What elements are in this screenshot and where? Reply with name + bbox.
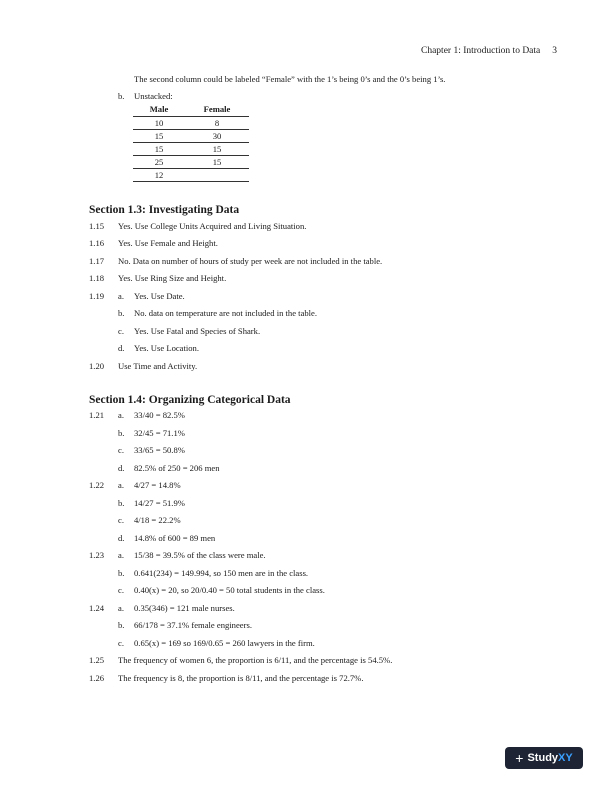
unstacked-table [133, 104, 249, 182]
answer-text: 15/38 = 39.5% of the class were male. [134, 550, 266, 560]
part-label: a. [118, 410, 124, 420]
table-cell: 15 [185, 156, 249, 169]
plus-icon: + [515, 750, 524, 766]
answer-text: 14.8% of 600 = 89 men [134, 533, 216, 543]
part-label: d. [118, 343, 125, 353]
table-cell: 8 [185, 117, 249, 130]
answer-text: Yes. Use Location. [134, 343, 200, 353]
section-heading-1-3: Section 1.3: Investigating Data [89, 204, 240, 216]
part-label: c. [118, 515, 124, 525]
answer-text: 82.5% of 250 = 206 men [134, 463, 220, 473]
column-header-female: Female [185, 104, 249, 117]
table-row [133, 169, 249, 182]
answer-text: The frequency is 8, the proportion is 8/11, and the percentage is 72.7%. [118, 673, 364, 683]
table-cell: 30 [185, 130, 249, 143]
part-label: c. [118, 326, 124, 336]
answer-text: 0.40(x) = 20, so 20/0.40 = 50 total students in the class. [134, 585, 325, 595]
exercise-number: 1.25 [89, 655, 105, 665]
answer-text: No. Data on number of hours of study per week are not included in the table. [118, 256, 383, 266]
table-cell: 12 [133, 169, 185, 182]
table-row [133, 130, 249, 143]
answer-text: Yes. Use Fatal and Species of Shark. [134, 326, 261, 336]
answer-text: 0.65(x) = 169 so 169/0.65 = 260 lawyers in the firm. [134, 638, 315, 648]
part-label: d. [118, 463, 125, 473]
table-cell: 15 [133, 143, 185, 156]
exercise-number: 1.16 [89, 238, 105, 248]
unstacked-text: Unstacked: [134, 91, 173, 101]
table-row [133, 143, 249, 156]
running-header [421, 46, 557, 56]
answer-text: 0.35(346) = 121 male nurses. [134, 603, 235, 613]
table-cell: 10 [133, 117, 185, 130]
exercise-number: 1.26 [89, 673, 105, 683]
answer-text: 66/178 = 37.1% female engineers. [134, 620, 252, 630]
exercise-number: 1.20 [89, 361, 105, 371]
table-cell [185, 169, 249, 182]
column-header-male: Male [133, 104, 185, 117]
part-label: c. [118, 585, 124, 595]
table-row [133, 156, 249, 169]
answer-text: Yes. Use Date. [134, 291, 185, 301]
answer-text: 33/40 = 82.5% [134, 410, 185, 420]
part-label: b. [118, 428, 125, 438]
table-cell: 15 [185, 143, 249, 156]
part-label: d. [118, 533, 125, 543]
part-label: c. [118, 445, 124, 455]
part-label: a. [118, 291, 124, 301]
exercise-number: 1.22 [89, 480, 105, 490]
exercise-number: 1.23 [89, 550, 105, 560]
exercise-number: 1.19 [89, 291, 105, 301]
section-heading-1-4: Section 1.4: Organizing Categorical Data [89, 394, 291, 406]
answer-text: 4/18 = 22.2% [134, 515, 181, 525]
exercise-number: 1.15 [89, 221, 105, 231]
exercise-number: 1.18 [89, 273, 105, 283]
answer-text: 4/27 = 14.8% [134, 480, 181, 490]
page-number: 3 [552, 46, 557, 56]
part-label: a. [118, 550, 124, 560]
answer-text: No. data on temperature are not included in the table. [134, 308, 318, 318]
part-label: b. [118, 498, 125, 508]
table-cell: 25 [133, 156, 185, 169]
part-label: b. [118, 308, 125, 318]
table-row [133, 117, 249, 130]
table-cell: 15 [133, 130, 185, 143]
part-label: b. [118, 568, 125, 578]
answer-text: The frequency of women 6, the proportion is 6/11, and the percentage is 54.5%. [118, 655, 393, 665]
logo-text-xy: XY [558, 752, 573, 764]
answer-text: Yes. Use Female and Height. [118, 238, 218, 248]
answer-text: Yes. Use Ring Size and Height. [118, 273, 227, 283]
part-label: a. [118, 480, 124, 490]
exercise-number: 1.17 [89, 256, 105, 266]
exercise-number: 1.24 [89, 603, 105, 613]
chapter-title: Chapter 1: Introduction to Data [421, 46, 541, 56]
part-label: a. [118, 603, 124, 613]
part-label: b. [118, 620, 125, 630]
part-label: c. [118, 638, 124, 648]
intro-line: The second column could be labeled “Female” with the 1’s being 0’s and the 0’s being 1’s. [134, 74, 446, 84]
answer-text: 0.641(234) = 149.994, so 150 men are in the class. [134, 568, 309, 578]
answer-text: 33/65 = 50.8% [134, 445, 185, 455]
answer-text: Yes. Use College Units Acquired and Living Situation. [118, 221, 307, 231]
answer-text: 14/27 = 51.9% [134, 498, 185, 508]
exercise-number: 1.21 [89, 410, 105, 420]
unstacked-label: b. [118, 91, 125, 101]
answer-text: 32/45 = 71.1% [134, 428, 185, 438]
answer-text: Use Time and Activity. [118, 361, 198, 371]
studyxy-logo [505, 747, 583, 769]
logo-text-study: Study [527, 752, 559, 764]
